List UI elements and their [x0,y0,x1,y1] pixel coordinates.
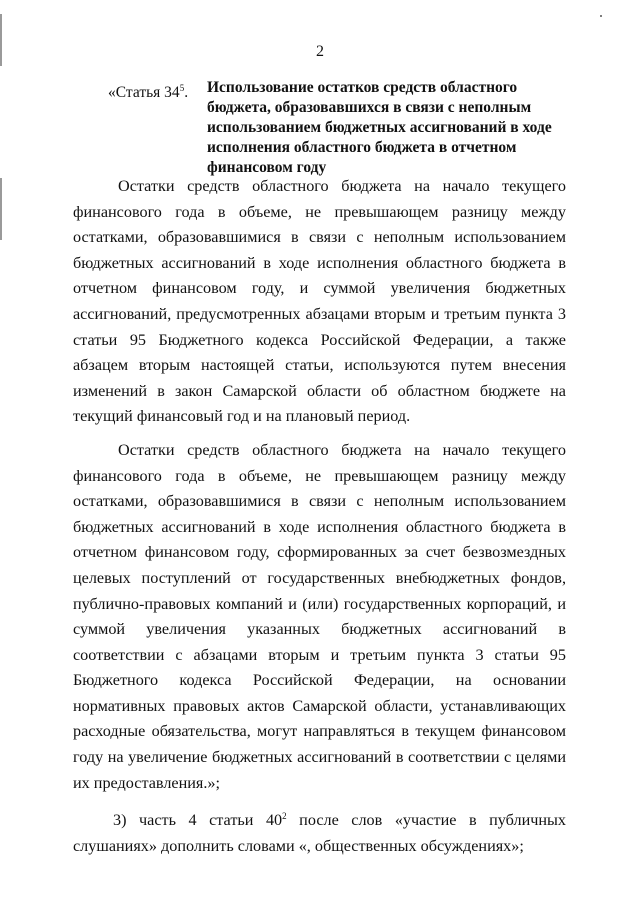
scan-speck [600,15,602,17]
article-heading [108,78,578,178]
amendment-text-after: после слов «участие в публичных слушаниях» дополнить словами «, общественных обсуждениях»; [73,811,567,855]
amendment-item [73,804,566,859]
scan-edge-mark [0,178,2,240]
paragraph: Остатки средств областного бюджета на начало текущего финансового года в объеме, не превышающем разницу между остатками, образовавшимися в связи с неполным использованием бюджетных ассигнований в ходе исполнения областного бюджета в отчетном финансовом году, и суммой увеличения бюджетных ассигнований, предусмотренных абзацами вторым и третьим пункта 3 статьи 95 Бюджетного кодекса Российской Федерации, а также абзацем вторым настоящей статьи, используются путем внесения изменений в закон Самарской области об областном бюджете на текущий финансовый год и на плановый период. [73,177,566,426]
paragraph: Остатки средств областного бюджета на начало текущего финансового года в объеме, не превышающем разницу между остатками, образовавшимися в связи с неполным использованием бюджетных ассигнований в ходе исполнения областного бюджета в отчетном финансовом году, сформированных за счет безвозмездных целевых поступлений от государственных внебюджетных фондов, публично-правовых компаний и (или) государственных корпораций, и суммой увеличения указанных бюджетных ассигнований в соответствии с абзацами вторым и третьим пункта 3 статьи 95 Бюджетного кодекса Российской Федерации, на основании нормативных правовых актов Самарской области, устанавливающих расходные обязательства, могут направляться в текущем финансовом году на увеличение бюджетных ассигнований в соответствии с целями их предоставления.»; [73,440,566,792]
amendment-superscript: 2 [282,811,287,822]
article-label-text: «Статья 34 [108,84,180,101]
amendment-text-before: 3) часть 4 статьи 40 [113,811,283,830]
article-label-superscript: 5 [179,83,185,93]
page-number: 2 [316,43,324,60]
article-label [108,78,207,178]
article-body [73,174,566,867]
article-title: Использование остатков средств областного бюджета, образовавшихся в связи с неполным использованием бюджетных ассигнований в ходе исполнения областного бюджета в отчетном финансовом году [207,79,552,176]
article-label-suffix: . [184,84,189,101]
